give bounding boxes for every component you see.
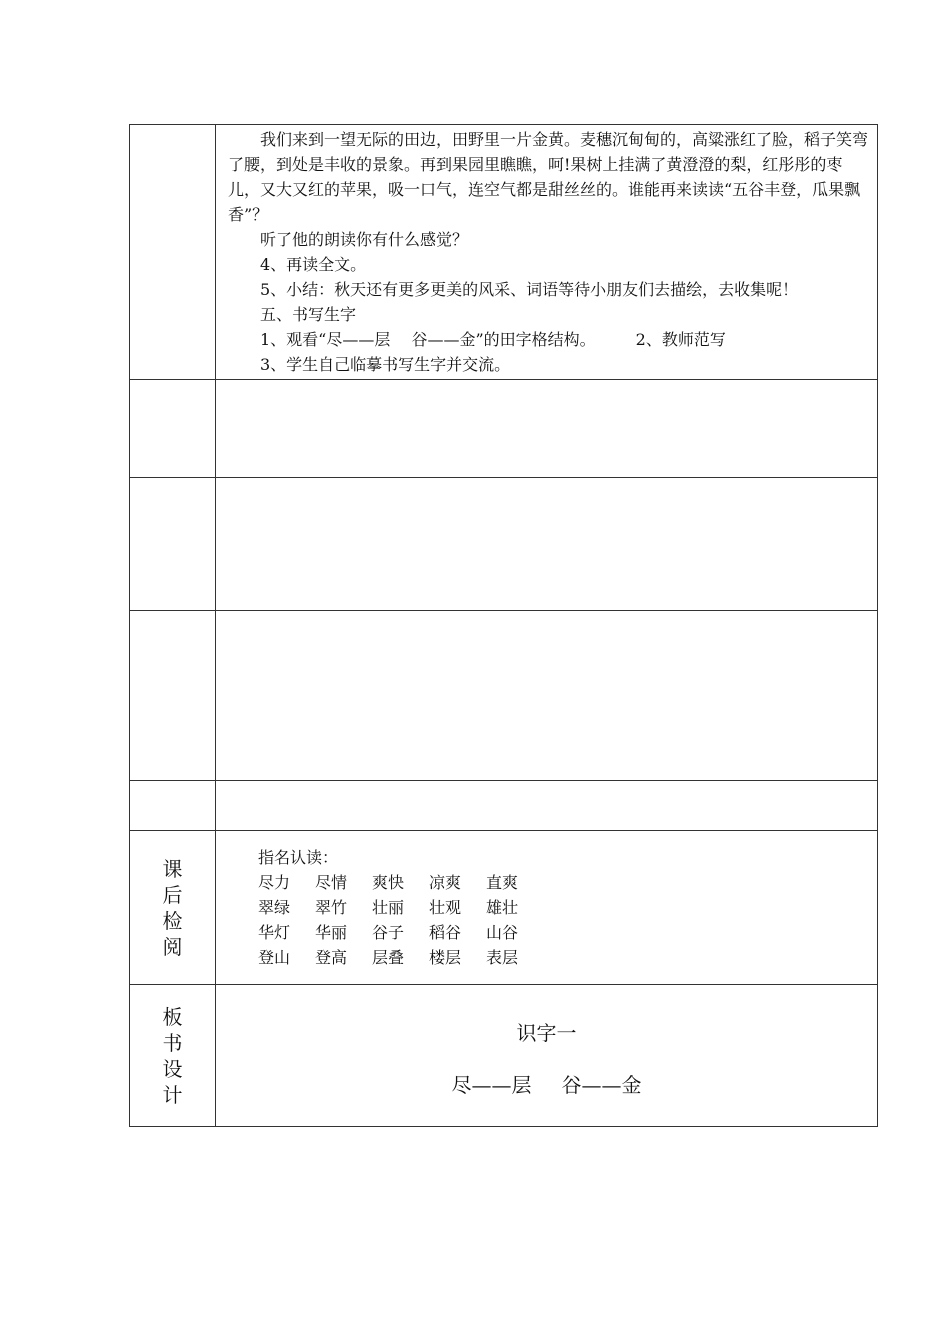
- empty-row-2: [130, 478, 878, 611]
- word: 稻谷: [429, 923, 462, 942]
- empty-label-cell-1: [130, 380, 216, 478]
- teaching-process-row: [130, 125, 878, 380]
- word: 登高: [315, 948, 348, 967]
- writing-step-practice: 3、学生自己临摹书写生字并交流。: [260, 355, 511, 374]
- after-class-check-row: [130, 831, 878, 985]
- word: 层叠: [372, 948, 405, 967]
- word: 凉爽: [429, 873, 462, 892]
- word-row: [258, 895, 877, 920]
- empty-label-cell-3: [130, 611, 216, 781]
- lesson-plan-table: [129, 124, 878, 1127]
- empty-label-cell-2: [130, 478, 216, 611]
- word: 翠竹: [315, 898, 348, 917]
- step-summary: 5、小结：秋天还有更多更美的风采、词语等待小朋友们去描绘，去收集呢！: [260, 280, 799, 299]
- writing-steps-line: [228, 327, 869, 352]
- feeling-question: 听了他的朗读你有什么感觉？: [260, 230, 469, 249]
- board-design-content: [216, 985, 878, 1127]
- empty-row-3: [130, 611, 878, 781]
- word: 山谷: [486, 923, 519, 942]
- check-title: 指名认读：: [258, 848, 339, 867]
- word: 华灯: [258, 923, 291, 942]
- writing-step-observe: 1、观看“尽——层 谷——金”的田字格结构。: [260, 330, 596, 349]
- board-character-pairs: [216, 1071, 877, 1099]
- after-class-check-content: [216, 831, 878, 985]
- teaching-process-content: [216, 125, 878, 380]
- word: 楼层: [429, 948, 462, 967]
- board-design-label: 板 书 设 计: [130, 985, 216, 1127]
- word-row: [258, 870, 877, 895]
- empty-row-1: [130, 380, 878, 478]
- word-row: [258, 920, 877, 945]
- empty-content-cell-1: [216, 380, 878, 478]
- word: 谷子: [372, 923, 405, 942]
- empty-label-cell-4: [130, 781, 216, 831]
- board-title: 识字一: [516, 1021, 577, 1045]
- word-row: [258, 945, 877, 970]
- writing-step-demo: 2、教师范写: [635, 330, 726, 349]
- word: 壮丽: [372, 898, 405, 917]
- board-design-row: [130, 985, 878, 1127]
- board-pair-2: 谷——金: [561, 1073, 642, 1097]
- word: 表层: [486, 948, 519, 967]
- empty-content-cell-4: [216, 781, 878, 831]
- word: 尽情: [315, 873, 348, 892]
- word: 壮观: [429, 898, 462, 917]
- empty-content-cell-2: [216, 478, 878, 611]
- empty-row-4: [130, 781, 878, 831]
- reading-paragraph: 我们来到一望无际的田边，田野里一片金黄。麦穗沉甸甸的，高粱涨红了脸，稻子笑弯了腰，到处是丰收的景象。再到果园里瞧瞧，呵!果树上挂满了黄澄澄的梨，红彤彤的枣儿，又大又红的苹果，吸一口气，连空气都是甜丝丝的。谁能再来读读“五谷丰登，瓜果飘香”？: [228, 130, 869, 224]
- word: 登山: [258, 948, 291, 967]
- word: 尽力: [258, 873, 291, 892]
- section-writing-title: 五、书写生字: [260, 305, 357, 324]
- word: 直爽: [486, 873, 519, 892]
- word: 雄壮: [486, 898, 519, 917]
- word: 爽快: [372, 873, 405, 892]
- empty-content-cell-3: [216, 611, 878, 781]
- word: 翠绿: [258, 898, 291, 917]
- step-reread: 4、再读全文。: [260, 255, 367, 274]
- after-class-check-label: 课 后 检 阅: [130, 831, 216, 985]
- word: 华丽: [315, 923, 348, 942]
- teaching-process-label-cell: [130, 125, 216, 380]
- board-pair-1: 尽——层: [451, 1073, 532, 1097]
